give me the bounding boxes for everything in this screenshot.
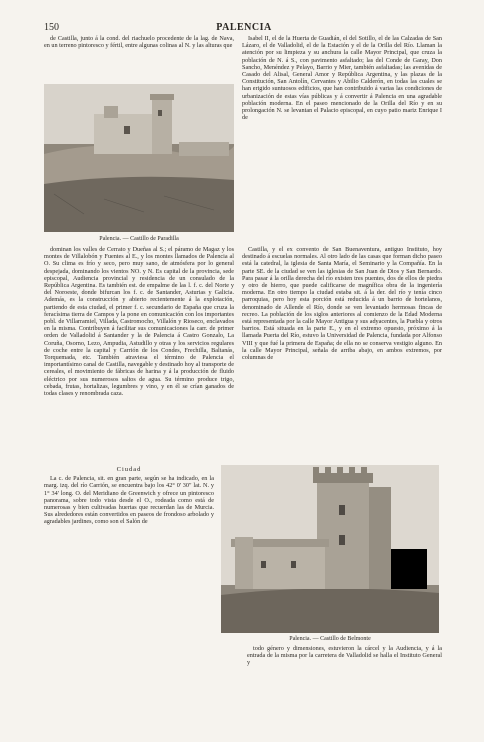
right-column-top bbox=[242, 35, 442, 245]
right-column-middle bbox=[242, 246, 442, 460]
paragraph: de Castilla, junto á la cond. del riachuelo procedente de la lag. de Nava, en un terreno pintoresco y fértil, entre algunas colinas al N. y las alturas que bbox=[44, 35, 234, 50]
figure-caption: Palencia. — Castillo de Paradilla bbox=[99, 236, 179, 242]
bottom-left-column bbox=[44, 645, 239, 667]
paragraph: Castilla, y el ex convento de San Buenaventura, antiguo Instituto, hoy destinado á escuelas normales. Al otro lado de las casas que forman dicho paseo está la catedral, la iglesia de Santa María, el Seminario y la Compañía. En la parte SE. de la ciudad se ven las iglesias de San Juan de Dios y San Bernardo. Para pasar á la orilla derecha del río existen tres puentes, dos de ellos de piedra y otro de hierro, que puede calificarse de magnífica obra de la ingeniería moderna. En otro tiempo la ciudad estaba sit. á la der. del río y tenía cinco parroquias, pero hoy esta porción está reducida á un barrio de hortelanos, denominado de Allende el Río, donde se ven levantado hermosas fincas de recreo. La población de los siglos anteriores al comienzo de la Edad Moderna está representada por la calle Mayor Antigua y sus adyacentes, la Puebla y otros barrios. Está situada en la parte E., y en el extremo opuesto, próximo á la llamada Puerta del Río, estuvo la Universidad de Palencia, fundada por Alfonso VIII y que fué la primera de España; de ella no se conserva vestigio alguno. En la calle Mayor Principal, señala de arriba abajo, en ambos extremos, por columnas de bbox=[242, 246, 442, 362]
castle-illustration bbox=[44, 84, 234, 232]
figure-caption: Palencia. — Castillo de Belmonte bbox=[289, 636, 371, 642]
section-heading: Ciudad bbox=[116, 466, 142, 473]
page-header bbox=[44, 22, 444, 36]
paragraph: La c. de Palencia, sit. en gran parte, según se ha indicado, en la marg. izq. del río Carrión, se encuentra bajo los 42° 0' 30" lat. N. y 1° 34' long. O. del Meridiano de Greenwich y ofrece un pintoresco panorama, sobre todo vista desde el O., rodeada como está de numerosas y bien cultivadas huertas que recuerdan las de Murcia. Sus alrededores están convertidos en paseos de frondoso arbolado y agradables jardines, como son el Salón de bbox=[44, 475, 214, 526]
left-column-lower bbox=[44, 464, 214, 634]
castle-illustration bbox=[221, 465, 439, 633]
castle-photo-belmonte bbox=[221, 465, 439, 633]
left-column-top bbox=[44, 35, 234, 81]
paragraph: dominan los valles de Cerrato y Dueñas al S.; el páramo de Magaz y los montes de Villalobón y Fuentes al E., y los montes llamados de Palencia al O. Su clima es frío y seco, pero muy sano, de atmósfera por lo general despejada, dominando los vientos NO. y N. Es capital de la provincia, sede episcopal, Audiencia provincial y residencia de un consulado de la República Argentina. Es también est. de empalme de las l. f. c. del Norte y del Noroeste, donde bifurcan los f. c. de Santander, Asturias y Galicia. Además, es la construcción y abierto recientemente á la explotación, partiendo de esta ciudad, el primer f. c. secundario de España que cruza la feracísima tierra de Campos y la pone en comunicación con los importantes pobl. de Villarramiel, Villada, Castromocho, Villalón y Rioseco, enclavados en la misma. Contribuyen á facilitar sus comunicaciones la carr. de primer orden de Valladolid á Santander y la de Palencia á Castro Gonzalo, La Coruña, Osorno, Lezo, Ampudia, Astudillo y otras y los servicios regulares de coche entre la capital y Carrión de los Condes, Frechilla, Baltanás, Torquemada, etc. También atraviesa el término de Palencia el importantísimo canal de Castilla, navegable y destinado hoy al transporte de cereales, el movimiento de fábricas de harina y á la producción de fluido eléctrico por sus numerosos saltos de agua. Su término produce trigo, cebada, frutas, hortalizas, legumbres y vino, y en él se crían ganados de todas clases y renombrada caza. bbox=[44, 246, 234, 398]
castle-photo-paradilla bbox=[44, 84, 234, 232]
bottom-right-column bbox=[247, 645, 442, 667]
paragraph: Isabel II, el de la Huerta de Guadián, el del Sotillo, el de las Calzadas de San Lázaro, el de Valladolid, el de la Estación y el de la Orilla del Río. Llaman la atención por su limpieza y su anchura la calle Mayor Principal, que cruza la población de N. á S., con pavimento asfaltado; las del Conde de Garay, Don Sancho, Menéndez y Pelayo, Barrio y Mier, también asfaltadas; las avenidas de Casado del Alisal, General Amor y República Argentina, y las plazas de la Constitución, San Antolín, Cervantes y Abilio Calderón, en todas las cuales se han erigido suntuosos edificios, que han contribuido á varias las condiciones de urbanización de estas vías públicas y á convertir á Palencia en una agradable población moderna. En el paseo mencionado de la Orilla del Río y en su prolongación N. se levantan el Palacio episcopal, en cuyo patio mariz Enrique I de bbox=[242, 35, 442, 122]
left-column-middle bbox=[44, 246, 234, 460]
bottom-text bbox=[44, 645, 442, 667]
page-number: 150 bbox=[44, 22, 59, 33]
paragraph: todo género y dimensiones, estuvieron la cárcel y la Audiencia, y á la entrada de la misma por la carretera de Valladolid se halla el Instituto General y bbox=[247, 645, 442, 667]
running-head: PALENCIA bbox=[216, 22, 272, 33]
